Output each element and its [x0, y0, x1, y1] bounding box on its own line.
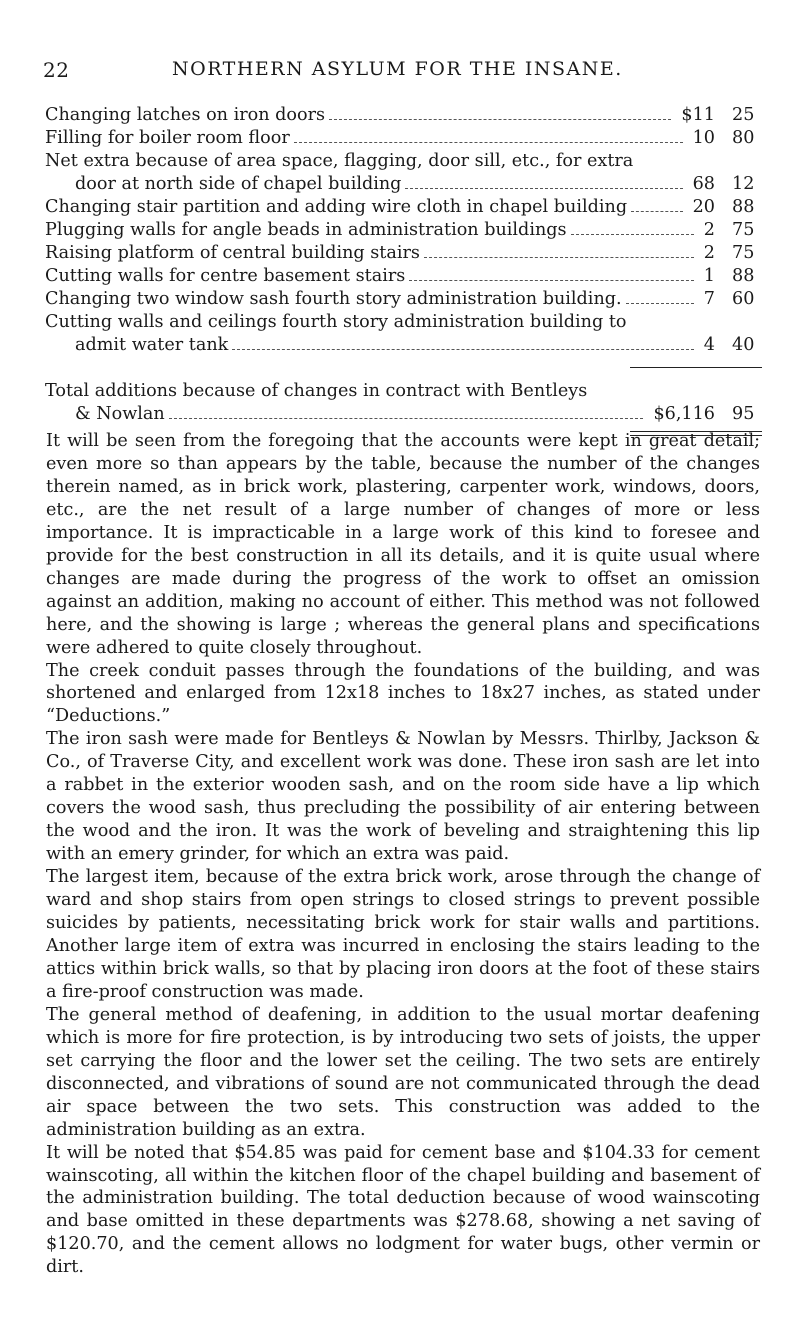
- body-text: [46, 430, 760, 1279]
- ledger-amount-cents: 60: [732, 289, 755, 309]
- ledger-amount-cents: 12: [732, 174, 755, 194]
- ledger-amount-dollars: $11: [681, 105, 715, 125]
- ledger-amount-cents: 95: [732, 404, 755, 424]
- dot-leader: [571, 234, 694, 235]
- dot-leader: [169, 418, 643, 419]
- ledger-row: [45, 334, 760, 357]
- page-number: 22: [43, 58, 70, 82]
- running-title: NORTHERN ASYLUM FOR THE INSANE.: [172, 58, 623, 80]
- ledger-amount-cents: 88: [732, 197, 755, 217]
- body-paragraph: The creek conduit passes through the foundations of the building, and was shortened and enlarged from 12x18 inches to 18x27 inches, as stated under “Deductions.”: [46, 660, 760, 727]
- dot-leader: [232, 349, 694, 350]
- ledger-row: [45, 380, 760, 403]
- ledger-amount-dollars: 1: [703, 266, 715, 286]
- ledger-item-text: Raising platform of central building stairs: [45, 243, 420, 263]
- ledger-amount-dollars: $6,116: [653, 404, 715, 424]
- ledger-item-text: Changing latches on iron doors: [45, 105, 326, 125]
- ledger-row: [45, 288, 760, 311]
- ledger-amount-dollars: 7: [703, 289, 715, 309]
- dot-leader: [329, 119, 671, 120]
- ledger-item-text: Filling for boiler room floor: [45, 128, 290, 148]
- ledger-row: [45, 219, 760, 242]
- ledger-amount-dollars: 4: [703, 335, 715, 355]
- ledger-amount-cents: 25: [732, 105, 755, 125]
- dot-leader: [405, 188, 683, 189]
- ledger-item-text: admit water tank: [75, 335, 229, 355]
- ledger-row: [45, 311, 760, 334]
- ledger-item-text: Net extra because of area space, flagging, door sill, etc., for extra: [45, 151, 634, 171]
- expense-ledger: [45, 104, 760, 436]
- ledger-amount-dollars: 10: [692, 128, 715, 148]
- ledger-row: [45, 127, 760, 150]
- dot-leader: [294, 142, 683, 143]
- dot-leader: [409, 280, 694, 281]
- subtotal-rule: [630, 367, 762, 368]
- body-paragraph: The largest item, because of the extra brick work, arose through the change of ward and shop stairs from open strings to closed strings to prevent possible suicides by patients, necessitating brick work for stair walls and partitions. Another large item of extra was incurred in enclosing the stairs leading to the attics within brick walls, so that by placing iron doors at the foot of these stairs a fire-proof construction was made.: [46, 867, 760, 1002]
- ledger-amount-cents: 40: [732, 335, 755, 355]
- ledger-amount-cents: 75: [732, 220, 755, 240]
- ledger-item-text: Changing two window sash fourth story administration building.: [45, 289, 622, 309]
- ledger-amount-dollars: 2: [703, 243, 715, 263]
- ledger-row: [45, 173, 760, 196]
- body-paragraph: It will be noted that $54.85 was paid for cement base and $104.33 for cement wainscoting, all within the kitchen floor of the chapel building and basement of the administration building. The total deduction because of wood wainscoting and base omitted in these departments was $278.68, showing a net saving of $120.70, and the cement allows no lodgment for water bugs, other vermin or dirt.: [46, 1142, 760, 1278]
- ledger-amount-dollars: 2: [703, 220, 715, 240]
- dot-leader: [631, 211, 683, 212]
- ledger-item-text: Plugging walls for angle beads in administration buildings: [45, 220, 567, 240]
- ledger-amount-cents: 75: [732, 243, 755, 263]
- ledger-amount-dollars: 68: [692, 174, 715, 194]
- ledger-row: [45, 265, 760, 288]
- dot-leader: [424, 257, 694, 258]
- ledger-amount-cents: 80: [732, 128, 755, 148]
- ledger-row: [45, 104, 760, 127]
- ledger-row: [45, 403, 760, 426]
- ledger-amount-cents: 88: [732, 266, 755, 286]
- ledger-row: [45, 242, 760, 265]
- page-header: [0, 58, 800, 86]
- ledger-amount-dollars: 20: [692, 197, 715, 217]
- body-paragraph: The iron sash were made for Bentleys & Nowlan by Messrs. Thirlby, Jackson & Co., of Traverse City, and excellent work was done. These iron sash are let into a rabbet in the exterior wooden sash, and on the room side have a lip which covers the wood sash, thus precluding the possibility of air entering between the wood and the iron. It was the work of beveling and straightening this lip with an emery grinder, for which an extra was paid.: [46, 729, 760, 865]
- ledger-row: [45, 150, 760, 173]
- ledger-item-text: door at north side of chapel building: [75, 174, 402, 194]
- body-paragraph: The general method of deafening, in addition to the usual mortar deafening which is more for fire protection, is by introducing two sets of joists, the upper set carrying the floor and the lower set the ceiling. The two sets are entirely disconnected, and vibrations of sound are not communicated through the dead air space between the two sets. This construction was added to the administration building as an extra.: [46, 1004, 760, 1140]
- ledger-item-text: Total additions because of changes in contract with Bentleys: [45, 381, 588, 401]
- ledger-item-text: Cutting walls and ceilings fourth story administration building to: [45, 312, 627, 332]
- ledger-item-text: & Nowlan: [75, 404, 165, 424]
- ledger-row: [45, 196, 760, 219]
- ledger-item-text: Changing stair partition and adding wire cloth in chapel building: [45, 197, 628, 217]
- dot-leader: [626, 303, 694, 304]
- body-paragraph: It will be seen from the foregoing that the accounts were kept in great detail; even more so than appears by the table, because the number of the changes therein named, as in brick work, plastering, carpenter work, windows, doors, etc., are the net result of a large number of changes of more or less importance. It is impracticable in a large work of this kind to foresee and provide for the best construction in all its details, and it is quite usual where changes are made during the progress of the work to offset an omission against an addition, making no account of either. This method was not followed here, and the showing is large ; whereas the general plans and specifications were adhered to quite closely throughout.: [46, 431, 760, 658]
- ledger-item-text: Cutting walls for centre basement stairs: [45, 266, 406, 286]
